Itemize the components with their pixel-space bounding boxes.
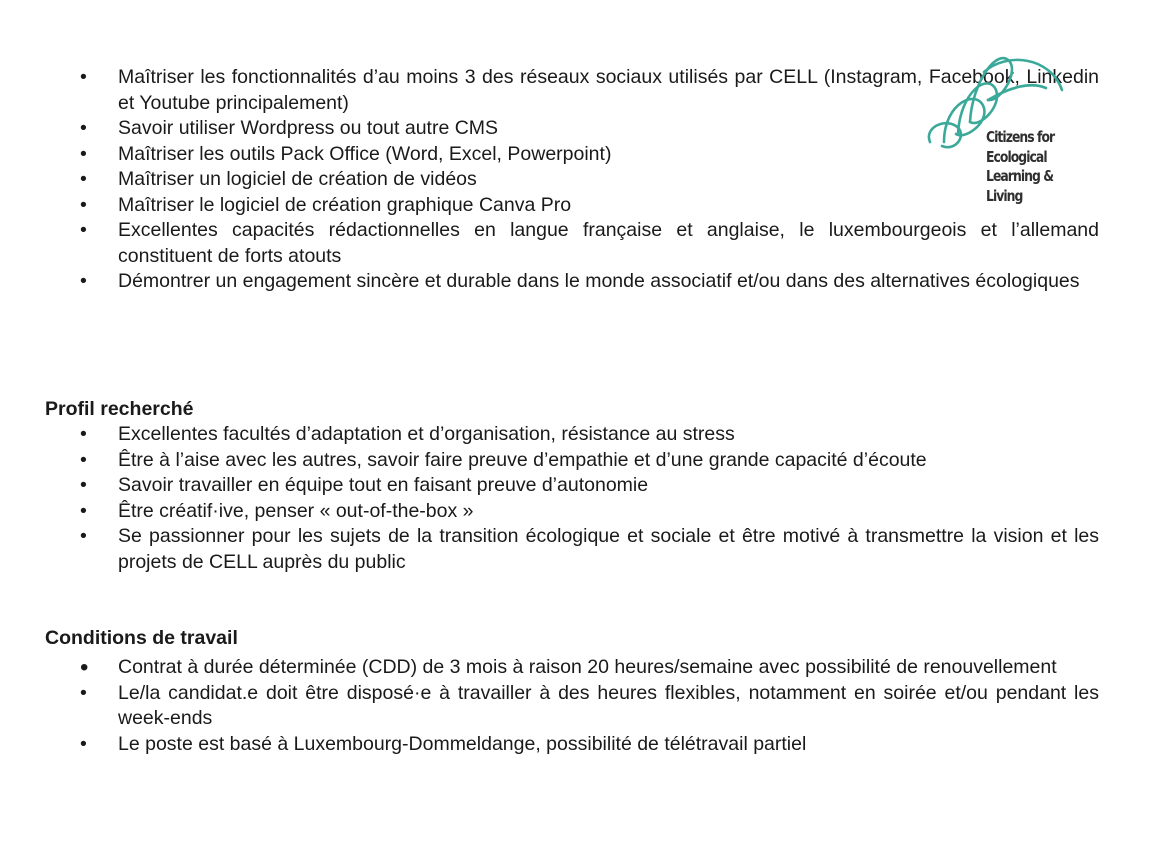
bullet: • bbox=[80, 117, 87, 139]
list-item: • Le poste est basé à Luxembourg-Dommeldange, possibilité de télétravail partiel bbox=[80, 732, 1099, 758]
bullet: • bbox=[80, 193, 87, 216]
list-item: • Être créatif·ive, penser « out-of-the-box » bbox=[80, 499, 1099, 525]
bullet: • bbox=[80, 448, 87, 471]
list-item: • Excellentes facultés d’adaptation et d’organisation, résistance au stress bbox=[80, 422, 1099, 448]
list-item: • Être à l’aise avec les autres, savoir faire preuve d’empathie et d’une grande capacité d’écoute bbox=[80, 448, 1099, 474]
list-item: • Maîtriser un logiciel de création de vidéos bbox=[80, 167, 1099, 193]
list-item: • Maîtriser les fonctionnalités d’au moins 3 des réseaux sociaux utilisés par CELL (Instagram, Facebook, Linkedin et Youtube principalement) bbox=[80, 66, 1099, 114]
bullet: • bbox=[80, 525, 87, 547]
logo-wordmark: Citizens for Ecological Learning & Living bbox=[986, 128, 1055, 205]
list-item: • Maîtriser les outils Pack Office (Word, Excel, Powerpoint) bbox=[80, 142, 1099, 168]
section-heading-profil: Profil recherché bbox=[45, 398, 194, 420]
bullet: • bbox=[80, 66, 87, 88]
bullet: • bbox=[80, 499, 87, 522]
list-item: • Savoir utiliser Wordpress ou tout autre CMS bbox=[80, 116, 1099, 142]
bullet: • bbox=[80, 270, 87, 292]
bullet: • bbox=[80, 219, 87, 241]
section-heading-conditions: Conditions de travail bbox=[45, 627, 238, 649]
list-item: • Se passionner pour les sujets de la transition écologique et sociale et être motivé à transmettre la vision et les projets de CELL auprès du public bbox=[80, 525, 1099, 573]
bullet: • bbox=[80, 423, 87, 445]
list-item: • Maîtriser le logiciel de création graphique Canva Pro bbox=[80, 193, 1099, 219]
list-item: • Le/la candidat.e doit être disposé·e à travailler à des heures flexibles, notamment en soirée et/ou pendant les week-ends bbox=[80, 681, 1099, 729]
bullet: • bbox=[80, 474, 87, 496]
bullet: • bbox=[80, 168, 87, 190]
bullet: • bbox=[80, 681, 87, 704]
list-item: • Démontrer un engagement sincère et durable dans le monde associatif et/ou dans des alternatives écologiques bbox=[80, 269, 1099, 295]
profile-list bbox=[80, 422, 1099, 575]
list-item: • Contrat à durée déterminée (CDD) de 3 mois à raison 20 heures/semaine avec possibilité de renouvellement bbox=[80, 654, 1057, 681]
list-item: • Excellentes capacités rédactionnelles en langue française et anglaise, le luxembourgeois et l’allemand constituent de forts atouts bbox=[80, 219, 1099, 267]
list-item: • Savoir travailler en équipe tout en faisant preuve d’autonomie bbox=[80, 473, 1099, 499]
bullet: • bbox=[80, 654, 89, 681]
bullet: • bbox=[80, 732, 87, 755]
cell-logo bbox=[922, 42, 1078, 212]
bullet: • bbox=[80, 142, 87, 165]
conditions-list bbox=[80, 655, 1099, 757]
